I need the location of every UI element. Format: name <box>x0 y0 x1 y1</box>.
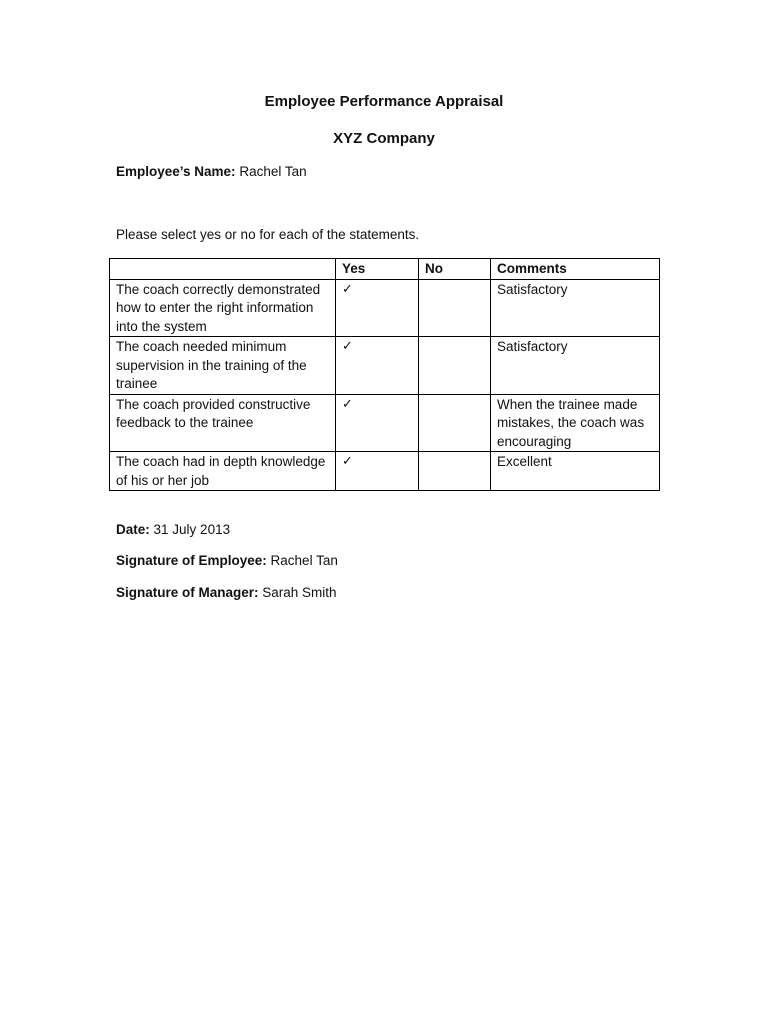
instructions-text: Please select yes or no for each of the statements. <box>116 227 420 242</box>
employee-name-label: Employee’s Name: <box>116 164 236 179</box>
employee-signature-value: Rachel Tan <box>270 553 338 568</box>
table-row <box>110 394 660 452</box>
employee-signature-field <box>116 553 338 568</box>
header-yes: Yes <box>336 259 419 280</box>
yes-cell: ✓ <box>336 394 419 452</box>
employee-name-field <box>116 164 307 179</box>
comment-cell: Excellent <box>491 452 660 491</box>
no-cell <box>419 337 491 395</box>
yes-cell: ✓ <box>336 279 419 337</box>
comment-cell: Satisfactory <box>491 279 660 337</box>
comment-cell: Satisfactory <box>491 337 660 395</box>
header-statement <box>110 259 336 280</box>
no-cell <box>419 279 491 337</box>
statement-cell: The coach needed minimum supervision in the training of the trainee <box>110 337 336 395</box>
table-row <box>110 279 660 337</box>
header-comments: Comments <box>491 259 660 280</box>
manager-signature-label: Signature of Manager: <box>116 585 259 600</box>
statement-cell: The coach correctly demonstrated how to enter the right information into the system <box>110 279 336 337</box>
comment-cell: When the trainee made mistakes, the coach was encouraging <box>491 394 660 452</box>
header-no: No <box>419 259 491 280</box>
table-row <box>110 452 660 491</box>
manager-signature-value: Sarah Smith <box>262 585 337 600</box>
employee-signature-label: Signature of Employee: <box>116 553 267 568</box>
table-row <box>110 337 660 395</box>
manager-signature-field <box>116 585 337 600</box>
yes-cell: ✓ <box>336 452 419 491</box>
table-header-row <box>110 259 660 280</box>
appraisal-table <box>109 258 660 491</box>
date-value: 31 July 2013 <box>153 522 231 537</box>
yes-cell: ✓ <box>336 337 419 395</box>
no-cell <box>419 452 491 491</box>
date-field <box>116 522 230 537</box>
employee-name-value: Rachel Tan <box>239 164 307 179</box>
statement-cell: The coach had in depth knowledge of his or her job <box>110 452 336 491</box>
statement-cell: The coach provided constructive feedback to the trainee <box>110 394 336 452</box>
company-name: XYZ Company <box>333 130 435 147</box>
document-title: Employee Performance Appraisal <box>264 93 504 110</box>
no-cell <box>419 394 491 452</box>
date-label: Date: <box>116 522 150 537</box>
